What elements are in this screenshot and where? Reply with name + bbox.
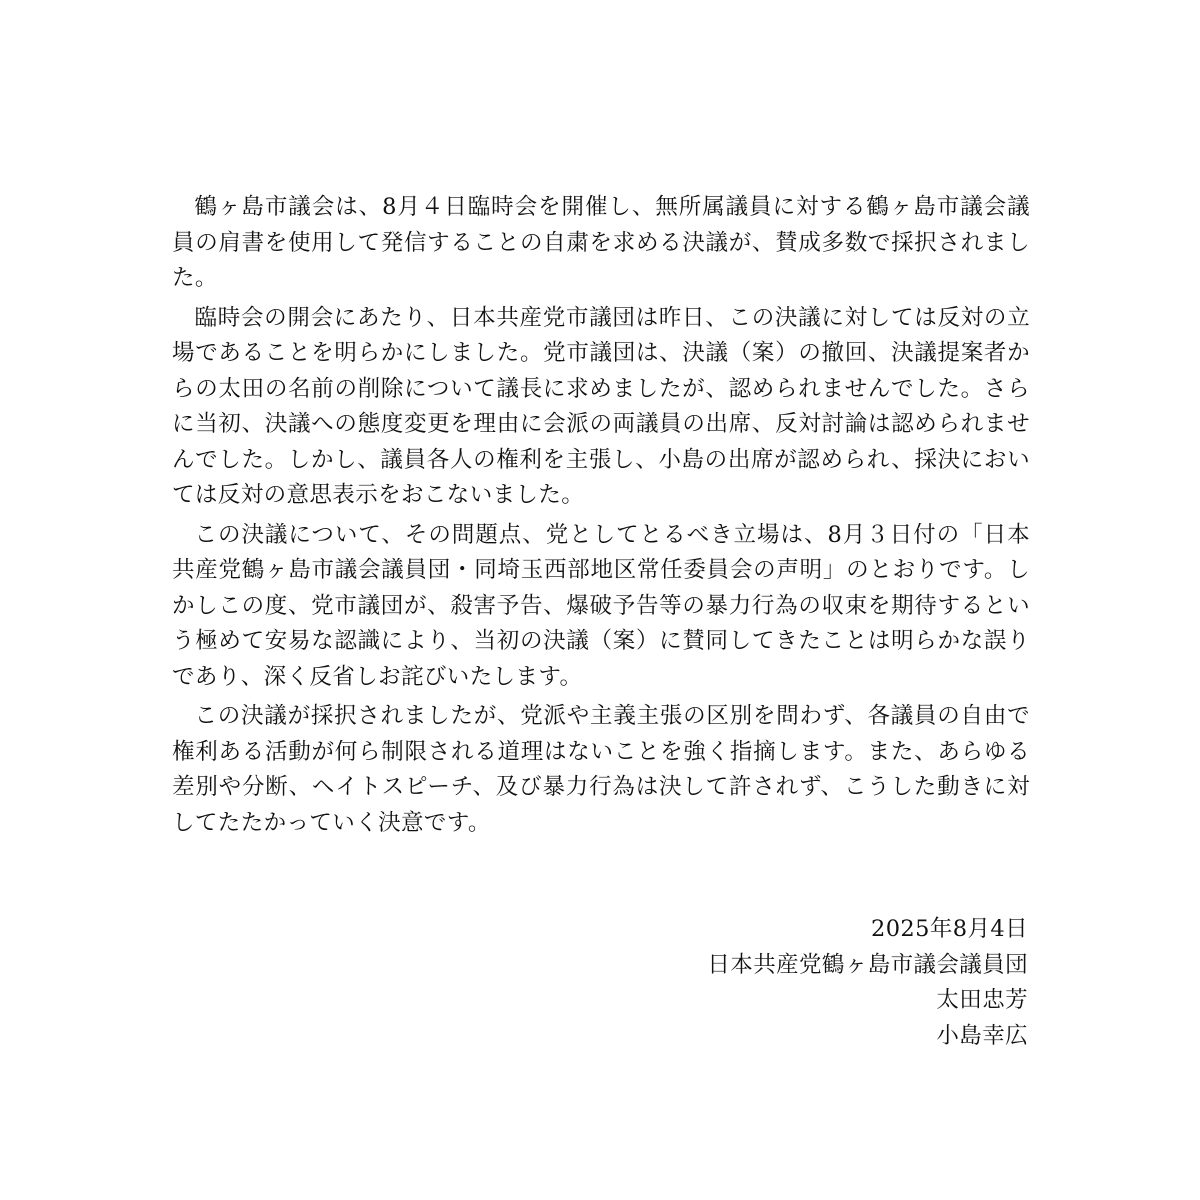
- organization-name: 日本共産党鶴ヶ島市議会議員団: [707, 951, 1028, 978]
- paragraph-3: この決議について、その問題点、党としてとるべき立場は、8月３日付の「日本共産党鶴ヶ島市議会議員団・同埼玉西部地区常任委員会の声明」のとおりです。しかしこの度、党市議団が、殺害予告、爆破予告等の暴力行為の収束を期待するという極めて安易な認識により、当初の決議（案）に賛同してきたことは明らかな誤りであり、深く反省しお詫びいたします。: [172, 521, 1030, 690]
- statement-date: 2025年8月4日: [871, 916, 1028, 942]
- paragraph-1: 鶴ヶ島市議会は、8月４日臨時会を開催し、無所属議員に対する鶴ヶ島市議会議員の肩書を使用して発信することの自粛を求める決議が、賛成多数で採択されました。: [172, 194, 1030, 291]
- paragraph-2: 臨時会の開会にあたり、日本共産党市議団は昨日、この決議に対しては反対の立場であることを明らかにしました。党市議団は、決議（案）の撤回、決議提案者からの太田の名前の削除について議長に求めましたが、認められませんでした。さらに当初、決議への態度変更を理由に会派の両議員の出席、反対討論は認められませんでした。しかし、議員各人の権利を主張し、小島の出席が認められ、採決においては反対の意思表示をおこないました。: [172, 304, 1030, 508]
- signatory-kojima: 小島幸広: [936, 1022, 1028, 1049]
- paragraph-4: この決議が採択されましたが、党派や主義主張の区別を問わず、各議員の自由で権利ある活動が何ら制限される道理はないことを強く指摘します。また、あらゆる差別や分断、ヘイトスピーチ、及び暴力行為は決して許されず、こうした動きに対してたたかっていく決意です。: [172, 703, 1030, 836]
- statement-body: [172, 190, 1030, 841]
- signatory-ota: 太田忠芳: [936, 987, 1028, 1013]
- signature-block: [428, 912, 1028, 1054]
